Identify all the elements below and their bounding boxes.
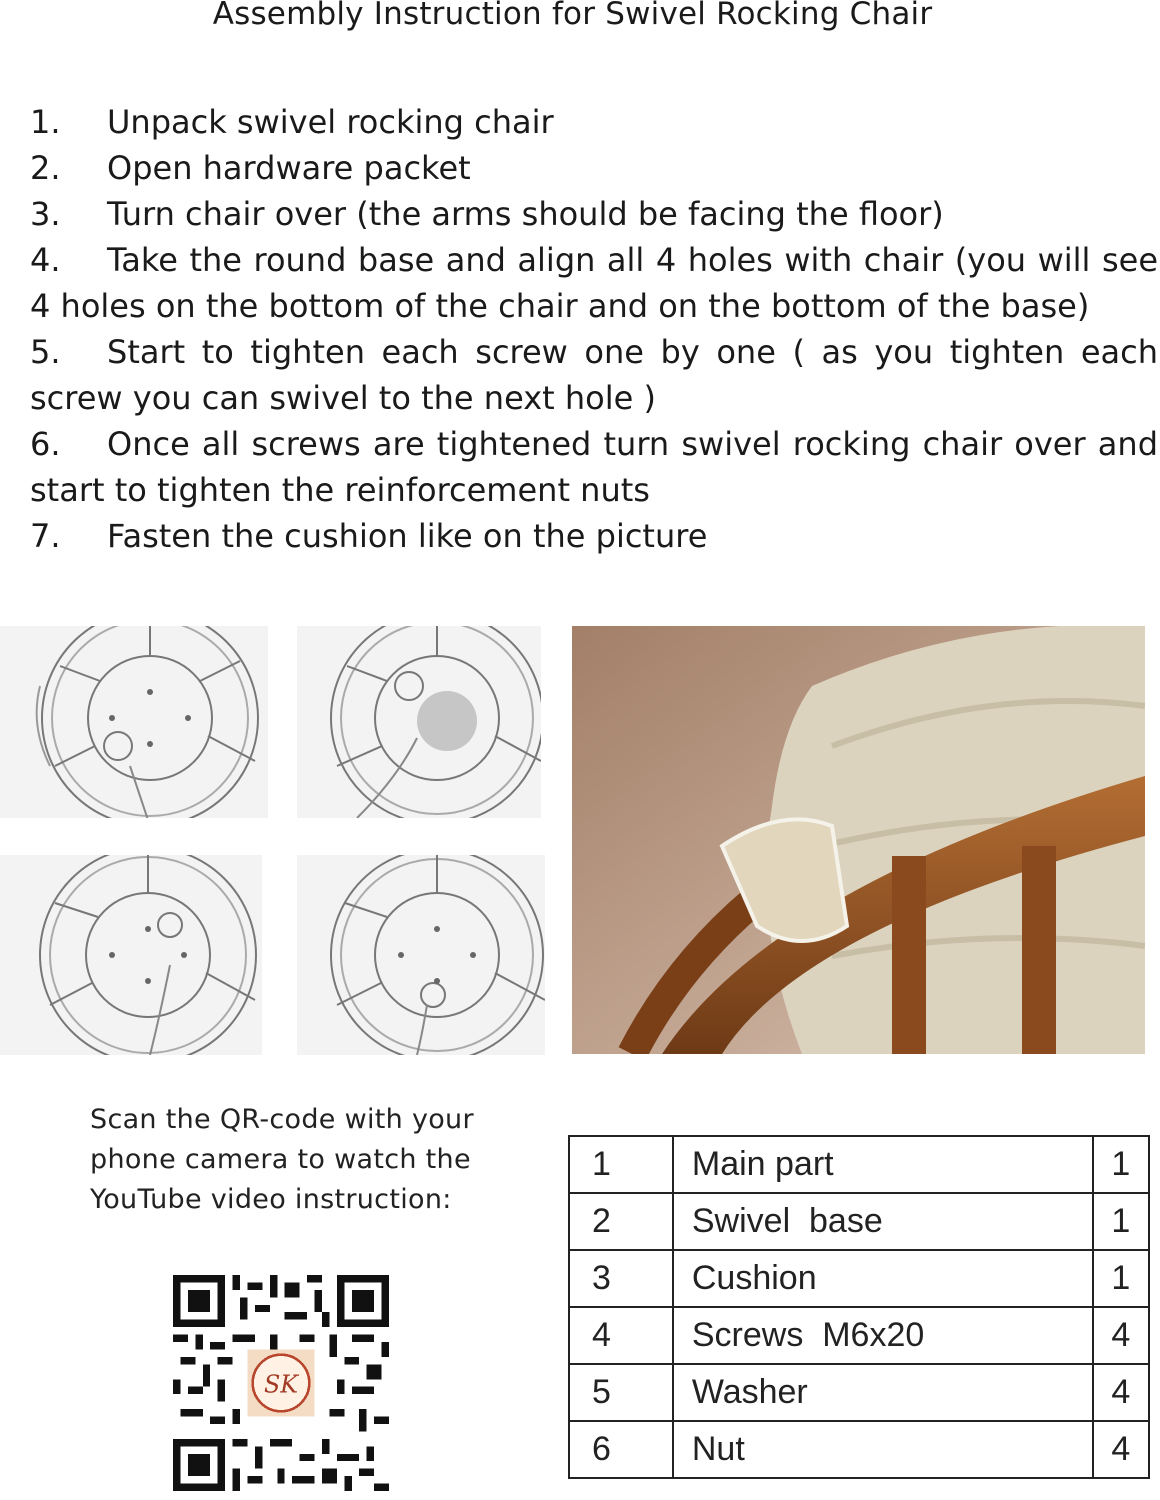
step-text: Fasten the cushion like on the picture [107,517,708,555]
qr-code-icon [172,1275,390,1491]
part-quantity: 1 [1093,1250,1149,1307]
part-number: 3 [569,1250,673,1307]
step-number: 6. [30,425,61,463]
part-name: Nut [673,1421,1093,1478]
step-number: 1. [30,103,61,141]
chair-underside-illustration [0,855,262,1055]
sketch-final-screw [297,855,545,1055]
chair-underside-illustration [297,626,541,818]
table-row [569,1421,1149,1478]
step-item [30,237,1158,329]
step-text: Start to tighten each screw one by one ( as you tighten each screw you can swivel to the next hole ) [30,333,1158,417]
step-item [30,145,1158,191]
part-number: 4 [569,1307,673,1364]
step-text: Open hardware packet [107,149,471,187]
part-name: Screws M6x20 [673,1307,1093,1364]
step-number: 7. [30,517,61,555]
part-quantity: 1 [1093,1193,1149,1250]
part-quantity: 4 [1093,1421,1149,1478]
step-number: 5. [30,333,61,371]
step-text: Take the round base and align all 4 holes with chair (you will see 4 holes on the bottom of the chair and on the bottom of the base) [30,241,1158,325]
table-row [569,1307,1149,1364]
step-number: 3. [30,195,61,233]
qr-logo-text: SK [263,1370,299,1399]
step-number: 2. [30,149,61,187]
step-text: Unpack swivel rocking chair [107,103,554,141]
cushion-fastening-photo [572,626,1145,1054]
table-row [569,1193,1149,1250]
assembly-steps [30,99,1158,559]
youtube-qr-code[interactable] [172,1275,390,1491]
part-number: 2 [569,1193,673,1250]
sketch-swivel-next-hole [0,855,262,1055]
step-item [30,421,1158,513]
sketch-tighten-screws [297,626,541,818]
qr-instruction-text: Scan the QR-code with your phone camera to watch the YouTube video instruction: [90,1104,474,1215]
table-row [569,1250,1149,1307]
parts-list-table [568,1135,1150,1479]
cushion-photo-illustration [572,626,1145,1054]
page-title: Assembly Instruction for Swivel Rocking Chair [212,0,933,32]
step-item [30,329,1158,421]
part-number: 1 [569,1136,673,1193]
step-text: Once all screws are tightened turn swivel rocking chair over and start to tighten the reinforcement nuts [30,425,1158,509]
part-name: Cushion [673,1250,1093,1307]
part-name: Washer [673,1364,1093,1421]
sketch-align-base [0,626,268,818]
step-number: 4. [30,241,61,279]
step-item [30,99,1158,145]
part-name: Main part [673,1136,1093,1193]
chair-underside-illustration [0,626,268,818]
chair-underside-illustration [297,855,545,1055]
part-number: 6 [569,1421,673,1478]
part-quantity: 4 [1093,1364,1149,1421]
part-quantity: 4 [1093,1307,1149,1364]
part-quantity: 1 [1093,1136,1149,1193]
table-row [569,1364,1149,1421]
table-row [569,1136,1149,1193]
step-text: Turn chair over (the arms should be facing the floor) [107,195,944,233]
part-name: Swivel base [673,1193,1093,1250]
part-number: 5 [569,1364,673,1421]
step-item [30,513,1158,559]
step-item [30,191,1158,237]
